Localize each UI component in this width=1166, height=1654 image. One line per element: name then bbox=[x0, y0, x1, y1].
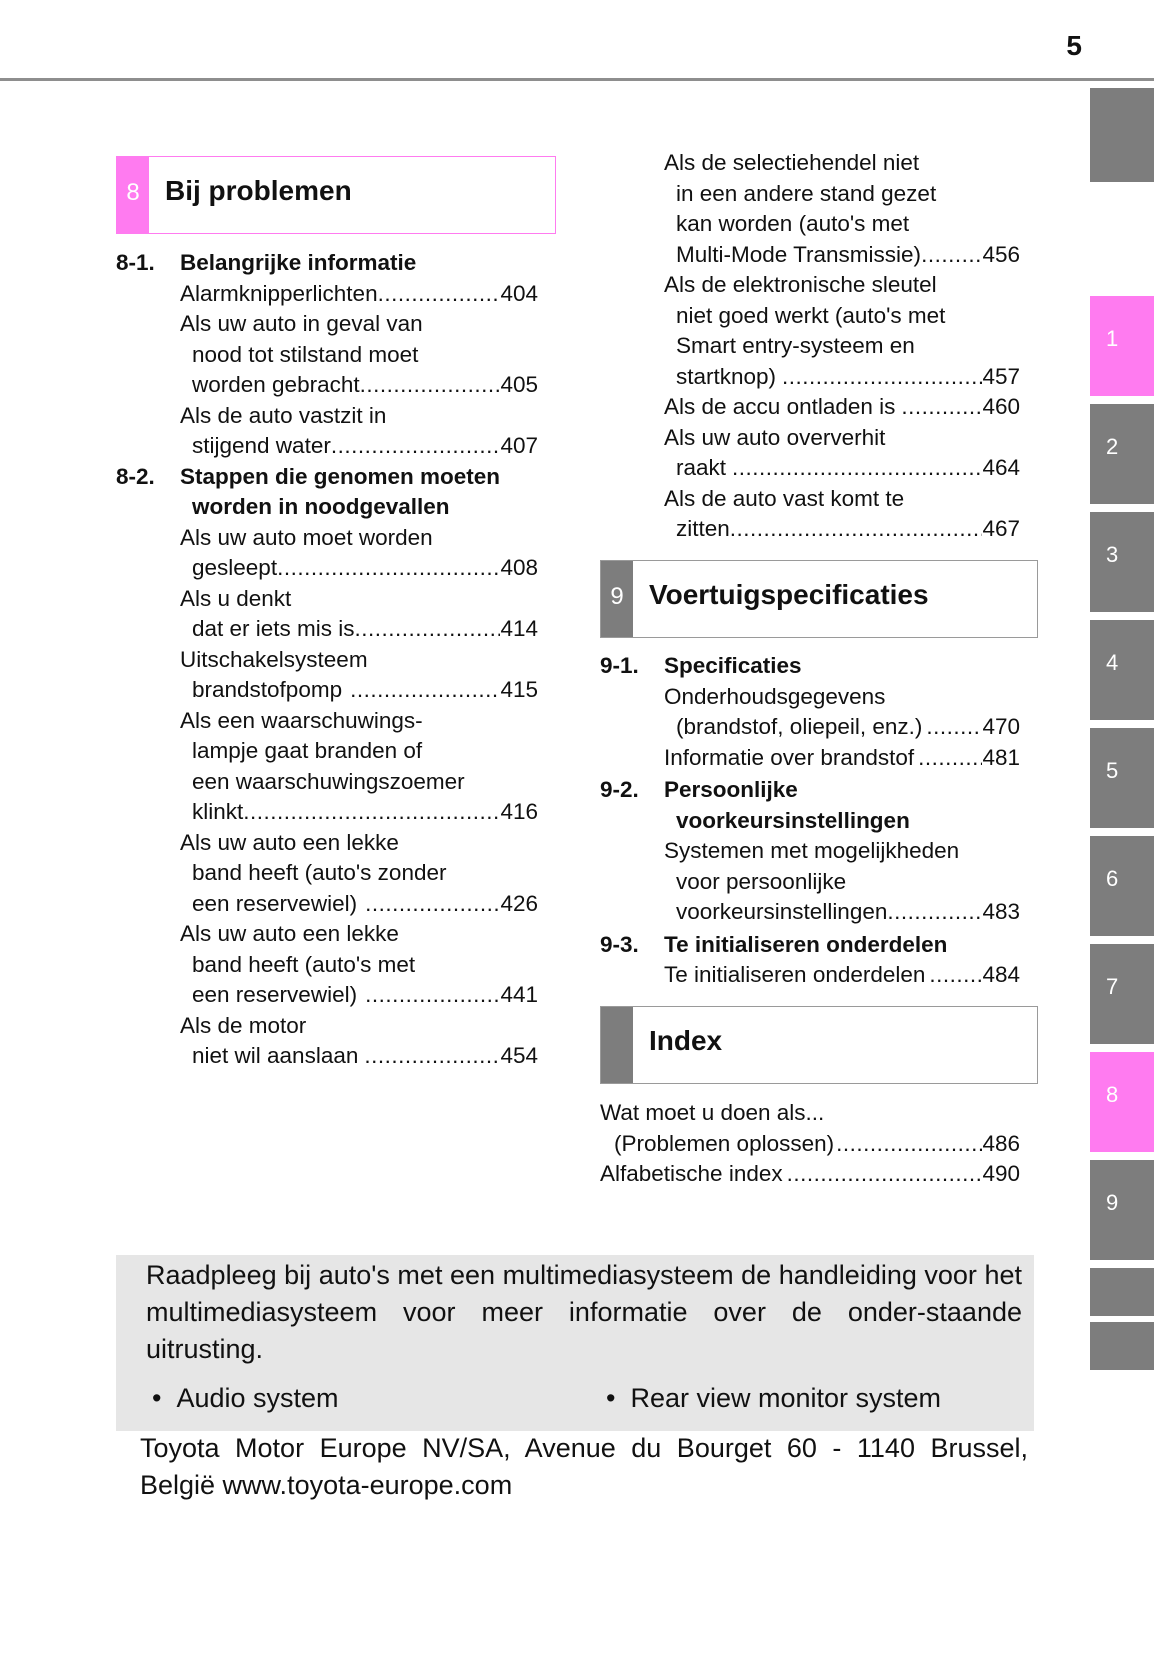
toc-entry-line: Wat moet u doen als... bbox=[600, 1100, 825, 1125]
side-tab-blank-11[interactable] bbox=[1090, 1322, 1154, 1370]
toc-entry[interactable]: Alarmknipperlichten ..... 404 bbox=[116, 279, 540, 310]
toc-heading-line: voorkeursinstellingen bbox=[676, 807, 910, 833]
toc-entry-line: Als uw auto moet worden bbox=[180, 524, 433, 550]
section-9-number: 9 bbox=[601, 561, 633, 637]
toc-entry[interactable]: worden gebracht ..... 405 bbox=[116, 370, 540, 401]
toc-entry-line: Als een waarschuwings- bbox=[180, 707, 423, 733]
toc-entry-line: in een andere stand gezet bbox=[676, 180, 937, 206]
toc-entry[interactable]: brandstofpomp ..... 415 bbox=[116, 675, 540, 706]
toc-entry-line: Als u denkt bbox=[180, 585, 292, 611]
toc-entry-line: Als de elektronische sleutel bbox=[664, 272, 937, 297]
toc-entry-line: nood tot stilstand moet bbox=[192, 341, 419, 367]
section-8-number: 8 bbox=[117, 157, 149, 233]
toc-entry[interactable]: Als de accu ontladen is ..... 460 bbox=[600, 392, 1022, 423]
side-tab-3[interactable]: 3 bbox=[1090, 512, 1154, 612]
notice-bullet-rear-view: • Rear view monitor system bbox=[606, 1383, 942, 1413]
toc-entry-line: Uitschakelsysteem bbox=[180, 646, 368, 672]
toc-entry-line: Als uw auto een lekke bbox=[180, 921, 399, 946]
toc-entry[interactable]: Te initialiseren onderdelen ..... 484 bbox=[600, 960, 1022, 991]
toc-entry-line: Als uw auto een lekke bbox=[180, 829, 399, 855]
toc-heading-line: worden in noodgevallen bbox=[192, 494, 450, 519]
side-tab-1[interactable]: 1 bbox=[1090, 296, 1154, 396]
index-stripe bbox=[601, 1007, 633, 1083]
toc-entry-line: Smart entry-systeem en bbox=[676, 333, 915, 358]
toc-entry-line: voor persoonlijke bbox=[676, 868, 847, 894]
toc-entry[interactable]: (Problemen oplossen) ..... 486 bbox=[600, 1129, 1022, 1160]
side-tab-8[interactable]: 8 bbox=[1090, 1052, 1154, 1152]
toc-entry-line: Systemen met mogelijkheden bbox=[664, 838, 960, 863]
toc-entry[interactable]: gesleept ..... 408 bbox=[116, 553, 540, 584]
toc-heading-9-2[interactable]: 9-2. Persoonlijke bbox=[600, 777, 798, 802]
section-8-title: Bij problemen bbox=[165, 175, 352, 206]
notice-bullet-audio: • Audio system bbox=[152, 1383, 339, 1413]
page-number: 5 bbox=[1066, 30, 1082, 61]
toc-entry-line: niet goed werkt (auto's met bbox=[676, 302, 946, 328]
toc-entry-line: een waarschuwingszoemer bbox=[192, 768, 465, 794]
section-8-header bbox=[116, 156, 556, 234]
toc-entry[interactable]: niet wil aanslaan ..... 454 bbox=[116, 1041, 540, 1072]
toc-heading-8-2[interactable]: 8-2. Stappen die genomen moeten bbox=[116, 463, 501, 489]
toc-entry[interactable]: Alfabetische index ..... 490 bbox=[600, 1159, 1022, 1190]
side-tab-4[interactable]: 4 bbox=[1090, 620, 1154, 720]
toc-entry[interactable]: startknop) ..... 457 bbox=[600, 362, 1022, 393]
toc-entry-line: Als de selectiehendel niet bbox=[664, 150, 920, 175]
toc-entry-line: band heeft (auto's met bbox=[192, 951, 416, 977]
toc-entry[interactable]: raakt ..... 464 bbox=[600, 453, 1022, 484]
toc-entry-line: kan worden (auto's met bbox=[676, 211, 910, 236]
toc-right-column-section-9 bbox=[600, 651, 1022, 991]
toc-entry-line: Als uw auto oververhit bbox=[664, 424, 886, 450]
multimedia-notice bbox=[116, 1255, 1034, 1431]
toc-entry[interactable]: klinkt ..... 416 bbox=[116, 797, 540, 828]
toc-entry[interactable]: (brandstof, oliepeil, enz.) ..... 470 bbox=[600, 712, 1022, 743]
toc-entry[interactable]: Informatie over brandstof ..... 481 bbox=[600, 743, 1022, 774]
toc-entry[interactable]: zitten ..... 467 bbox=[600, 514, 1022, 545]
toc-index-entries bbox=[600, 1098, 1022, 1190]
toc-heading-8-1[interactable]: 8-1. Belangrijke informatie bbox=[116, 250, 417, 275]
toc-entry-line: Als de auto vastzit in bbox=[180, 402, 387, 428]
toc-entry-line: Onderhoudsgegevens bbox=[664, 683, 886, 709]
toc-entry[interactable]: voorkeursinstellingen ..... 483 bbox=[600, 897, 1022, 928]
toc-entry-line: band heeft (auto's zonder bbox=[192, 860, 447, 885]
notice-text: Raadpleeg bij auto's met een multimediasysteem de handleiding voor het multimediasysteem voor meer informatie over de onder-staande uitrusting. bbox=[146, 1260, 1022, 1364]
toc-heading-9-1[interactable]: 9-1. Specificaties bbox=[600, 653, 802, 678]
toc-heading-9-3[interactable]: 9-3. Te initialiseren onderdelen bbox=[600, 931, 948, 957]
toc-right-column-top bbox=[600, 148, 1022, 545]
side-tab-blank-10[interactable] bbox=[1090, 1268, 1154, 1316]
toc-entry[interactable]: een reservewiel) ..... 426 bbox=[116, 889, 540, 920]
index-header bbox=[600, 1006, 1038, 1084]
toc-entry-line: Als de auto vast komt te bbox=[664, 485, 905, 511]
toc-entry-line: lampje gaat branden of bbox=[192, 738, 423, 763]
toc-entry-line: Als uw auto in geval van bbox=[180, 311, 423, 336]
section-9-header bbox=[600, 560, 1038, 638]
bullet-icon: • bbox=[606, 1383, 631, 1413]
toc-entry-line: Als de motor bbox=[180, 1012, 307, 1038]
bullet-icon: • bbox=[152, 1383, 177, 1413]
toc-entry[interactable]: een reservewiel) ..... 441 bbox=[116, 980, 540, 1011]
toc-entry[interactable]: dat er iets mis is ..... 414 bbox=[116, 614, 540, 645]
side-tab-7[interactable]: 7 bbox=[1090, 944, 1154, 1044]
toc-left-column bbox=[116, 248, 540, 1072]
toc-entry[interactable]: Multi-Mode Transmissie) ..... 456 bbox=[600, 240, 1022, 271]
side-tab-9[interactable]: 9 bbox=[1090, 1160, 1154, 1260]
side-tab-2[interactable]: 2 bbox=[1090, 404, 1154, 504]
side-tab-5[interactable]: 5 bbox=[1090, 728, 1154, 828]
publisher-info: Toyota Motor Europe NV/SA, Avenue du Bourget 60 - 1140 Brussel, België www.toyota-europe.com bbox=[140, 1433, 1028, 1500]
toc-entry[interactable]: stijgend water ..... 407 bbox=[116, 431, 540, 462]
section-9-title: Voertuigspecificaties bbox=[649, 579, 929, 610]
side-tab-blank-top[interactable] bbox=[1090, 88, 1154, 182]
index-title: Index bbox=[649, 1025, 723, 1056]
side-tab-6[interactable]: 6 bbox=[1090, 836, 1154, 936]
header-rule bbox=[0, 78, 1154, 81]
